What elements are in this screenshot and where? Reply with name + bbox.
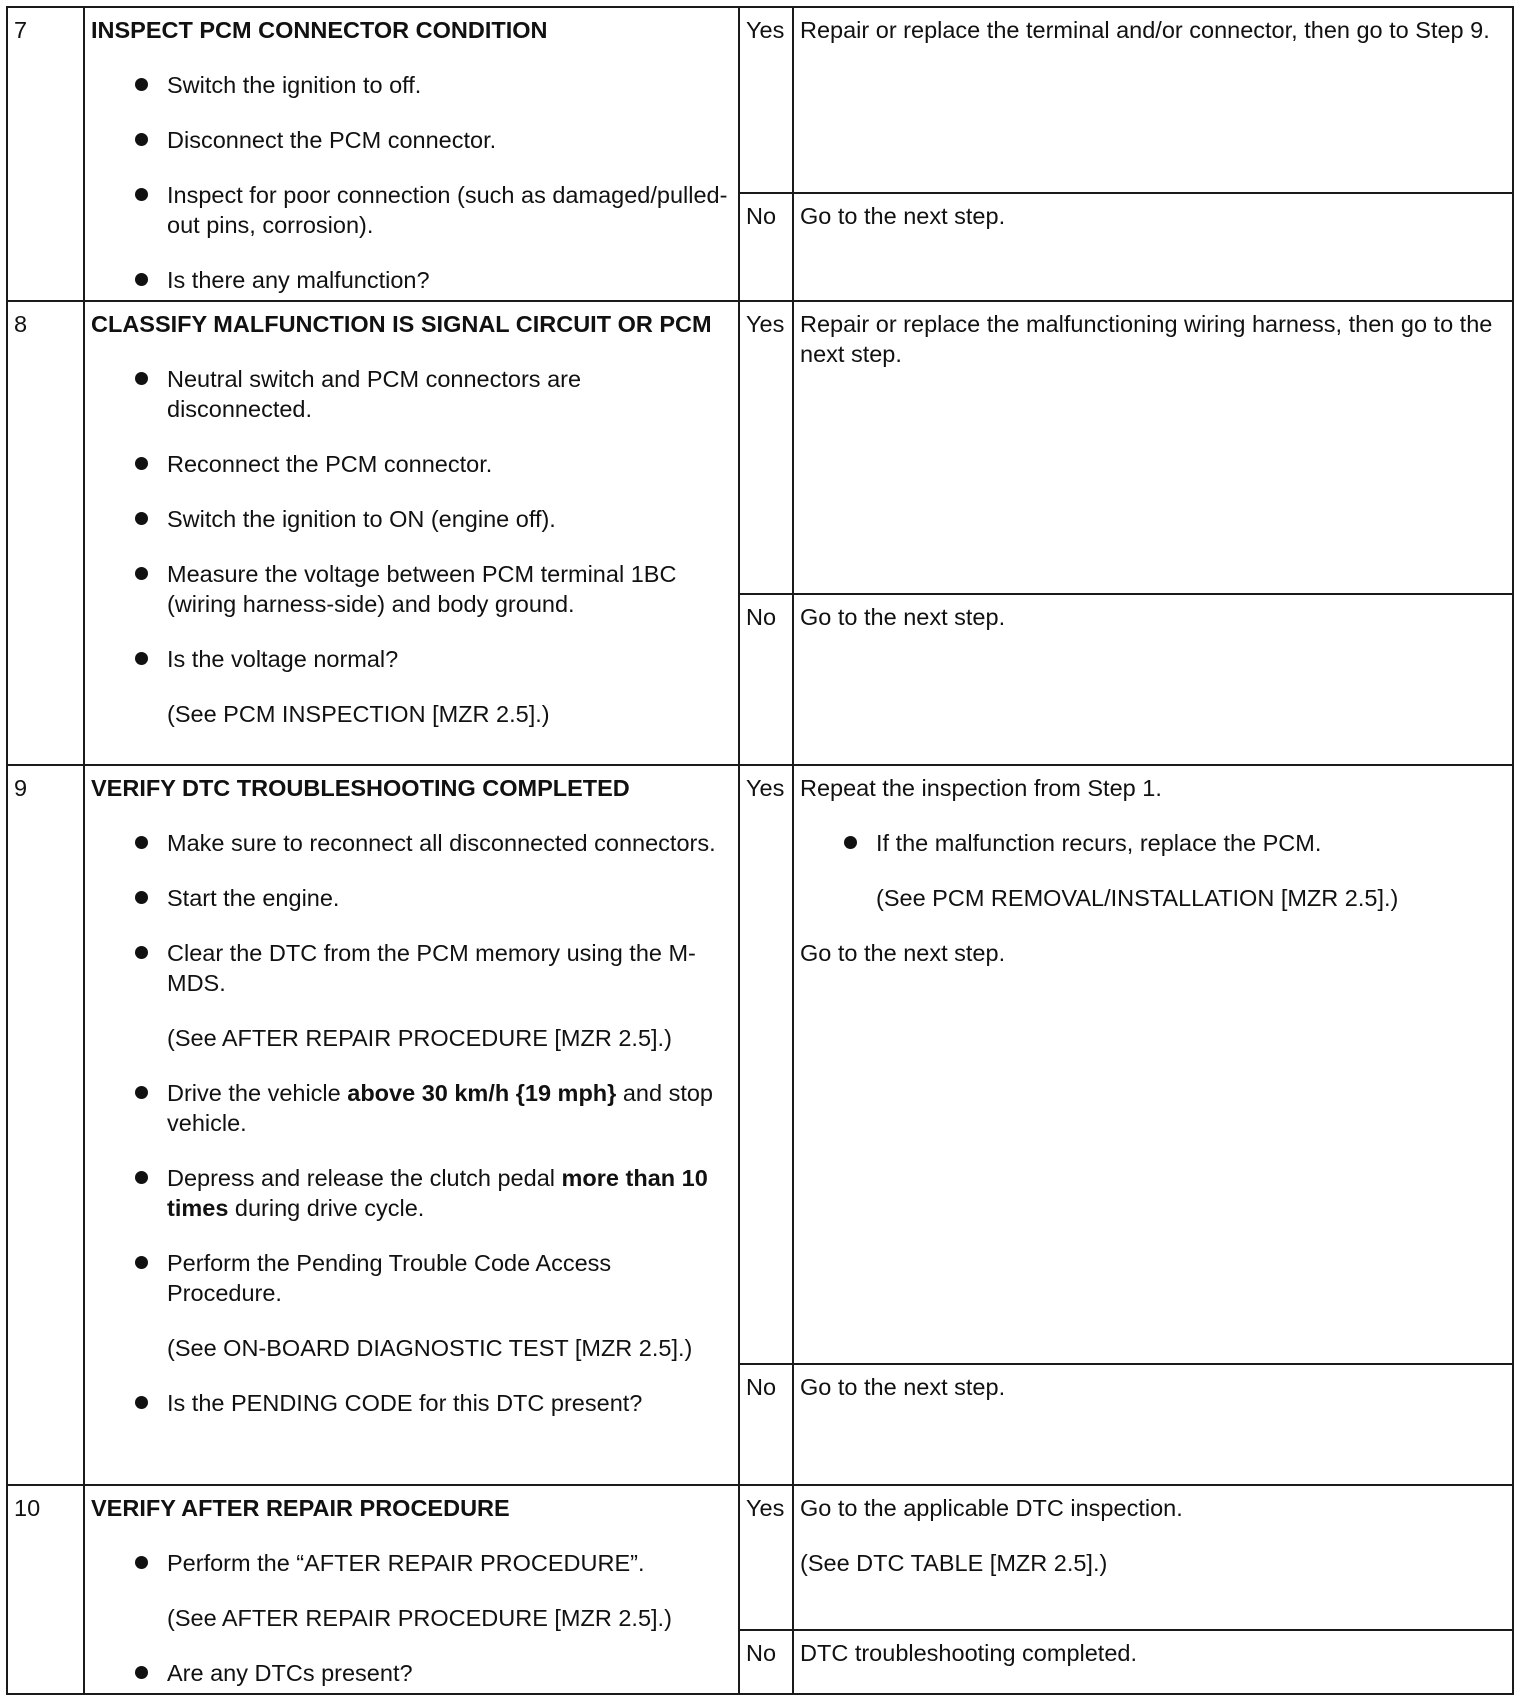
bullet-icon: [135, 836, 148, 849]
action-item: Is the voltage normal?: [91, 644, 732, 674]
reference-note: (See PCM INSPECTION [MZR 2.5].): [167, 701, 550, 727]
action-list: [91, 1548, 732, 1578]
bullet-icon: [135, 78, 148, 91]
result-no: Go to the next step.: [793, 193, 1513, 301]
bullet-icon: [135, 273, 148, 286]
action-item: Disconnect the PCM connector.: [91, 125, 732, 155]
result-yes: Repair or replace the malfunctioning wiring harness, then go to the next step.: [793, 301, 1513, 594]
step-title: VERIFY DTC TROUBLESHOOTING COMPLETED: [91, 775, 630, 801]
step-10-yes-row: [7, 1485, 1513, 1630]
action-item: Perform the Pending Trouble Code Access Procedure.: [91, 1248, 732, 1308]
reference-note: (See AFTER REPAIR PROCEDURE [MZR 2.5].): [167, 1605, 672, 1631]
action-list: [91, 828, 732, 998]
action-item: Clear the DTC from the PCM memory using the M-MDS.: [91, 938, 732, 998]
result-no: Go to the next step.: [793, 594, 1513, 765]
action-item: Switch the ignition to ON (engine off).: [91, 504, 732, 534]
diagnostic-table: [6, 6, 1514, 1695]
action-item: Perform the “AFTER REPAIR PROCEDURE”.: [91, 1548, 732, 1578]
answer-yes: Yes: [739, 301, 793, 594]
reference-note: (See PCM REMOVAL/INSTALLATION [MZR 2.5].): [876, 885, 1399, 911]
step-number: 10: [7, 1485, 84, 1694]
bullet-icon: [135, 891, 148, 904]
step-title: CLASSIFY MALFUNCTION IS SIGNAL CIRCUIT OR PCM: [91, 311, 712, 337]
bullet-icon: [135, 946, 148, 959]
step-action-cell: [84, 765, 739, 1485]
action-item: Measure the voltage between PCM terminal 1BC (wiring harness-side) and body ground.: [91, 559, 732, 619]
action-item: Start the engine.: [91, 883, 732, 913]
reference-note: (See ON-BOARD DIAGNOSTIC TEST [MZR 2.5].): [167, 1335, 693, 1361]
step-action-cell: [84, 1485, 739, 1694]
action-item: Is there any malfunction?: [91, 265, 732, 295]
step-8-yes-row: [7, 301, 1513, 594]
action-list: [91, 1078, 732, 1308]
bullet-icon: [135, 1666, 148, 1679]
action-item: Are any DTCs present?: [91, 1658, 732, 1688]
step-title: INSPECT PCM CONNECTOR CONDITION: [91, 17, 548, 43]
answer-no: No: [739, 1630, 793, 1694]
action-list: [91, 1658, 732, 1688]
action-item: Make sure to reconnect all disconnected connectors.: [91, 828, 732, 858]
action-item: Depress and release the clutch pedal more than 10 times during drive cycle.: [91, 1163, 732, 1223]
answer-no: No: [739, 193, 793, 301]
step-action-cell: [84, 7, 739, 301]
bullet-icon: [135, 188, 148, 201]
answer-no: No: [739, 594, 793, 765]
action-item: Neutral switch and PCM connectors are disconnected.: [91, 364, 732, 424]
reference-note: (See AFTER REPAIR PROCEDURE [MZR 2.5].): [167, 1025, 672, 1051]
bullet-icon: [135, 457, 148, 470]
bullet-icon: [844, 836, 857, 849]
bullet-icon: [135, 652, 148, 665]
step-number: 8: [7, 301, 84, 765]
action-item: Reconnect the PCM connector.: [91, 449, 732, 479]
bullet-icon: [135, 1556, 148, 1569]
bullet-icon: [135, 133, 148, 146]
step-number: 7: [7, 7, 84, 301]
result-no: DTC troubleshooting completed.: [793, 1630, 1513, 1694]
result-no: Go to the next step.: [793, 1364, 1513, 1485]
action-list: [91, 364, 732, 674]
bullet-icon: [135, 567, 148, 580]
bullet-icon: [135, 1256, 148, 1269]
action-list: [91, 1388, 732, 1418]
result-yes: Repair or replace the terminal and/or connector, then go to Step 9.: [793, 7, 1513, 193]
action-item: Drive the vehicle above 30 km/h {19 mph} and stop vehicle.: [91, 1078, 732, 1138]
bullet-icon: [135, 1396, 148, 1409]
action-item: Is the PENDING CODE for this DTC present?: [91, 1388, 732, 1418]
step-title: VERIFY AFTER REPAIR PROCEDURE: [91, 1495, 510, 1521]
result-yes: Go to the applicable DTC inspection. (See DTC TABLE [MZR 2.5].): [793, 1485, 1513, 1630]
answer-yes: Yes: [739, 7, 793, 193]
answer-no: No: [739, 1364, 793, 1485]
action-list: [91, 70, 732, 295]
answer-yes: Yes: [739, 1485, 793, 1630]
action-item: Inspect for poor connection (such as damaged/pulled-out pins, corrosion).: [91, 180, 732, 240]
answer-yes: Yes: [739, 765, 793, 1364]
result-yes: Repeat the inspection from Step 1. If the malfunction recurs, replace the PCM. (See PCM REMOVAL/INSTALLATION [MZR 2.5].) Go to the next step.: [793, 765, 1513, 1364]
step-9-yes-row: [7, 765, 1513, 1364]
step-action-cell: [84, 301, 739, 765]
reference-note: (See DTC TABLE [MZR 2.5].): [800, 1550, 1108, 1576]
bullet-icon: [135, 1171, 148, 1184]
action-item: Switch the ignition to off.: [91, 70, 732, 100]
bullet-icon: [135, 372, 148, 385]
result-bullet: If the malfunction recurs, replace the PCM.: [800, 828, 1506, 858]
bullet-icon: [135, 512, 148, 525]
step-7-yes-row: [7, 7, 1513, 193]
bullet-icon: [135, 1086, 148, 1099]
step-number: 9: [7, 765, 84, 1485]
